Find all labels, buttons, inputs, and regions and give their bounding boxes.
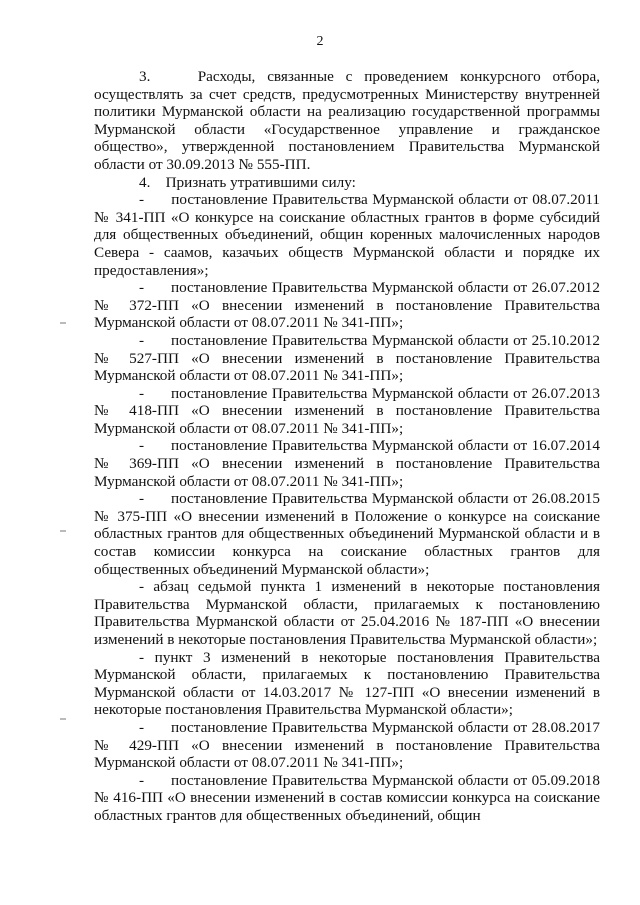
list-item: - постановление Правительства Мурманской области от 05.09.2018 № 416-ПП «О внесении изменений в состав комиссии конкурса на соискание областных грантов для общественных объединений, общин [94, 771, 600, 824]
scan-mark [60, 322, 66, 324]
page-number: 2 [316, 34, 324, 49]
list-item: - постановление Правительства Мурманской области от 26.08.2015 № 375-ПП «О внесении изменений в Положение о конкурсе на соискание областных грантов для общественных объединений Мурманской области и в состав комиссии конкурса на соискание областных грантов для общественных объединений Мурманской области»; [94, 490, 600, 578]
list-item: - пункт 3 изменений в некоторые постановления Правительства Мурманской области, прилагаемых к постановлению Правительства Мурманской области от 14.03.2017 № 127-ПП «О внесении изменений в некоторые постановления Правительства Мурманской области»; [94, 648, 600, 719]
list-item: - постановление Правительства Мурманской области от 25.10.2012 № 527-ПП «О внесении изменений в постановление Правительства Мурманской области от 08.07.2011 № 341-ПП»; [94, 331, 600, 385]
scan-mark [60, 530, 66, 532]
list-item: - постановление Правительства Мурманской области от 16.07.2014 № 369-ПП «О внесении изменений в постановление Правительства Мурманской области от 08.07.2011 № 341-ПП»; [94, 437, 600, 490]
scan-mark [60, 718, 66, 720]
list-item: - постановление Правительства Мурманской области от 28.08.2017 № 429-ПП «О внесении изменений в постановление Правительства Мурманской области от 08.07.2011 № 341-ПП»; [94, 718, 600, 772]
list-item: - постановление Правительства Мурманской области от 26.07.2012 № 372-ПП «О внесении изменений в постановление Правительства Мурманской области от 08.07.2011 № 341-ПП»; [94, 279, 600, 332]
paragraph-4-repeal: 4. Признать утратившими силу: [139, 173, 356, 191]
list-item: - постановление Правительства Мурманской области от 26.07.2013 № 418-ПП «О внесении изменений в постановление Правительства Мурманской области от 08.07.2011 № 341-ПП»; [94, 384, 600, 437]
paragraph-3-expenses: 3. Расходы, связанные с проведением конкурсного отбора, осуществлять за счет средств, предусмотренных Министерству внутренней политики Мурманской области на реализацию государственной программы Мурманской области «Государственное управление и гражданское общество», утвержденной постановлением Правительства Мурманской области от 30.09.2013 № 555-ПП. [94, 68, 600, 173]
list-item: - абзац седьмой пункта 1 изменений в некоторые постановления Правительства Мурманской области, прилагаемых к постановлению Правительства Мурманской области от 25.04.2016 № 187-ПП «О внесении изменений в некоторые постановления Правительства Мурманской области»; [94, 578, 600, 648]
list-item: - постановление Правительства Мурманской области от 08.07.2011 № 341-ПП «О конкурсе на соискание областных грантов в форме субсидий для общественных объединений, общин коренных малочисленных народов Севера - саамов, казачьих обществ Мурманской области и порядке их предоставления»; [94, 191, 600, 279]
document-body [94, 68, 600, 825]
